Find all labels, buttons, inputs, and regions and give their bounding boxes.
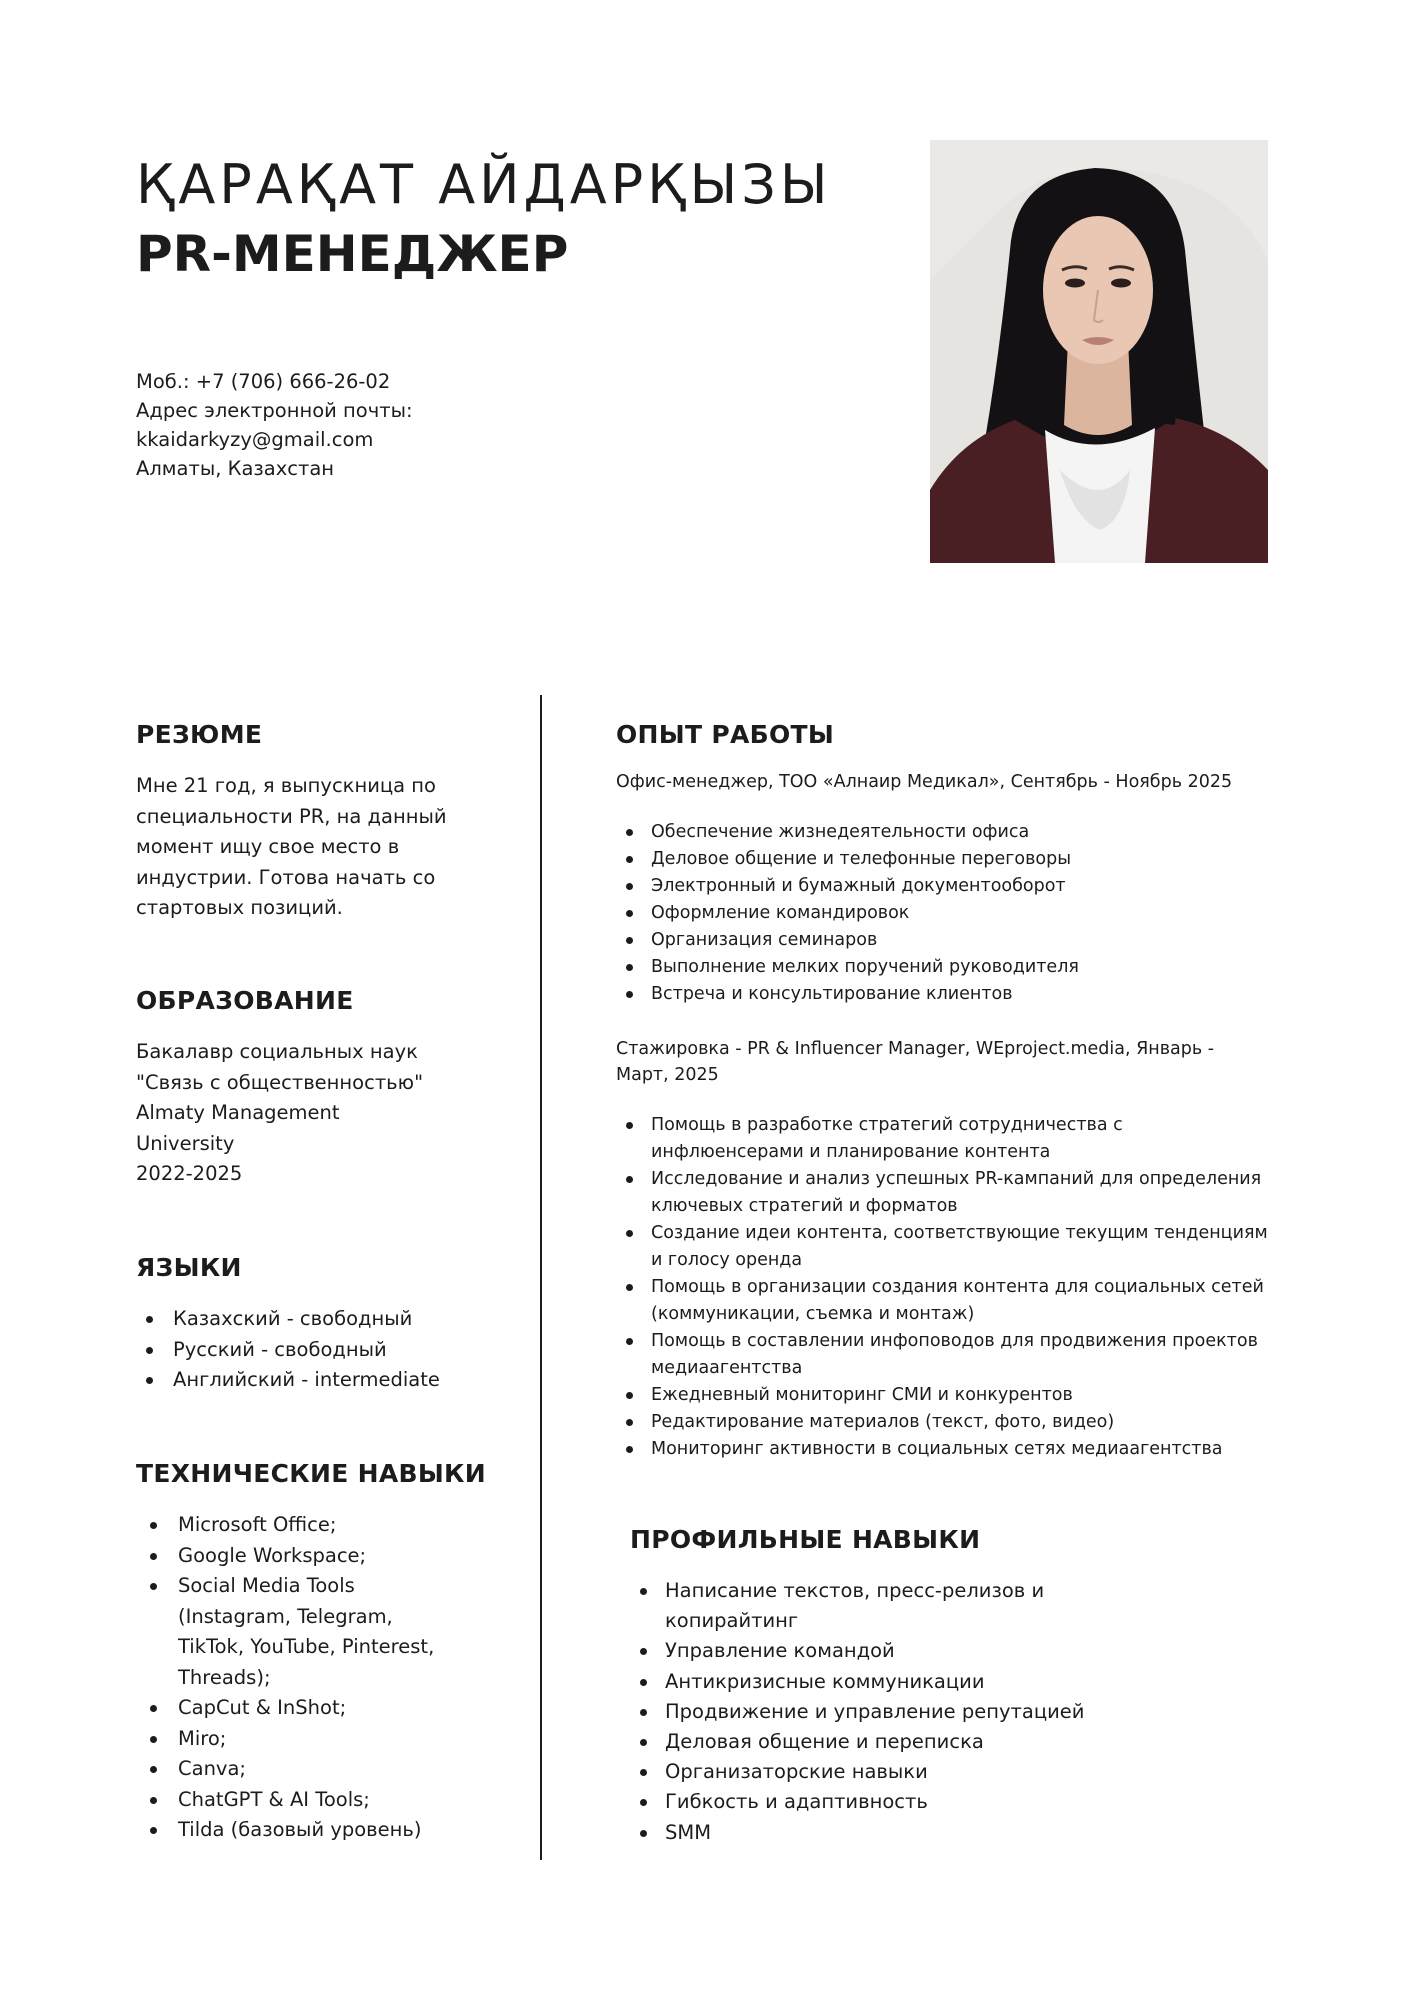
list-item bbox=[630, 1727, 1300, 1757]
summary-line: Мне 21 год, я выпускница по bbox=[136, 774, 436, 797]
list-item-line: Управление командой bbox=[665, 1639, 895, 1663]
list-item-line: Threads); bbox=[178, 1665, 271, 1689]
education-school: Almaty Management bbox=[136, 1101, 340, 1124]
profile-skills-heading: ПРОФИЛЬНЫЕ НАВЫКИ bbox=[630, 1525, 981, 1554]
list-item bbox=[136, 1571, 516, 1693]
profile-photo bbox=[930, 140, 1268, 563]
list-item-line: Создание идеи контента, соответствующие текущим тенденциям bbox=[651, 1223, 1268, 1243]
experience-section bbox=[616, 719, 1286, 1463]
list-item-line: Написание текстов, пресс-релизов и bbox=[665, 1579, 1045, 1602]
education-school: University bbox=[136, 1131, 235, 1155]
summary-section bbox=[136, 719, 516, 924]
list-item bbox=[616, 1328, 1286, 1382]
list-item-line: Редактирование материалов (текст, фото, видео) bbox=[651, 1412, 1115, 1432]
tech-skills-heading: ТЕХНИЧЕСКИЕ НАВЫКИ bbox=[136, 1459, 487, 1488]
summary-line: индустрии. Готова начать со bbox=[136, 865, 436, 889]
list-item-line: Гибкость и адаптивность bbox=[665, 1790, 928, 1814]
list-item-line: медиаагентства bbox=[651, 1358, 803, 1378]
list-item: Казахский - свободный bbox=[136, 1304, 516, 1335]
list-item bbox=[616, 1220, 1286, 1274]
list-item bbox=[616, 1166, 1286, 1220]
list-item bbox=[630, 1818, 1300, 1848]
list-item: Русский - свободный bbox=[136, 1335, 516, 1366]
list-item: Google Workspace; bbox=[136, 1541, 516, 1572]
email-label: Адрес электронной почты: bbox=[136, 399, 413, 422]
job-heading bbox=[616, 1036, 1286, 1088]
email-address: kkaidarkyzy@gmail.com bbox=[136, 428, 374, 451]
list-item bbox=[630, 1697, 1300, 1727]
list-item-line: (коммуникации, съемка и монтаж) bbox=[651, 1304, 975, 1324]
experience-heading: ОПЫТ РАБОТЫ bbox=[616, 720, 835, 749]
list-item: Выполнение мелких поручений руководителя bbox=[616, 954, 1286, 981]
portrait-illustration bbox=[930, 140, 1268, 563]
list-item: Английский - intermediate bbox=[136, 1365, 516, 1396]
languages-list bbox=[136, 1304, 516, 1396]
tech-skills-section bbox=[136, 1458, 516, 1846]
list-item-line: Деловая общение и переписка bbox=[665, 1730, 984, 1754]
summary-line: стартовых позиций. bbox=[136, 896, 343, 919]
list-item bbox=[630, 1576, 1300, 1636]
list-item-line: SMM bbox=[665, 1820, 712, 1844]
list-item-line: Исследование и анализ успешных PR-кампаний для определения bbox=[651, 1169, 1262, 1189]
education-section bbox=[136, 985, 516, 1190]
list-item: Microsoft Office; bbox=[136, 1510, 516, 1541]
contact-info bbox=[136, 367, 413, 483]
list-item-line: копирайтинг bbox=[665, 1609, 799, 1633]
list-item-line: (Instagram, Telegram, bbox=[178, 1604, 393, 1628]
job-title-line: Офис-менеджер, ТОО «Алнаир Медикал», Сентябрь - Ноябрь 2025 bbox=[616, 772, 1233, 792]
list-item: Canva; bbox=[136, 1754, 516, 1785]
tech-skills-list bbox=[136, 1510, 516, 1846]
list-item: Miro; bbox=[136, 1724, 516, 1755]
list-item-line: Ежедневный мониторинг СМИ и конкурентов bbox=[651, 1385, 1073, 1405]
list-item-line: Мониторинг активности в социальных сетях медиаагентства bbox=[651, 1439, 1223, 1459]
list-item-line: TikTok, YouTube, Pinterest, bbox=[178, 1635, 435, 1658]
list-item-line: Продвижение и управление репутацией bbox=[665, 1699, 1085, 1723]
list-item-line: ключевых стратегий и форматов bbox=[651, 1196, 958, 1216]
list-item-line: и голосу оренда bbox=[651, 1250, 803, 1270]
location: Алматы, Казахстан bbox=[136, 457, 335, 480]
list-item bbox=[616, 1436, 1286, 1463]
list-item-line: Антикризисные коммуникации bbox=[665, 1669, 985, 1693]
column-divider bbox=[540, 695, 542, 1860]
list-item-line: Организаторские навыки bbox=[665, 1760, 928, 1784]
list-item-line: Social Media Tools bbox=[178, 1574, 355, 1597]
job-duties-list bbox=[616, 1112, 1286, 1463]
list-item bbox=[630, 1636, 1300, 1666]
list-item: CapCut & InShot; bbox=[136, 1693, 516, 1724]
list-item bbox=[630, 1757, 1300, 1787]
list-item bbox=[616, 1409, 1286, 1436]
profile-skills-list bbox=[630, 1576, 1300, 1848]
list-item-line: инфлюенсерами и планирование контента bbox=[651, 1142, 1051, 1162]
list-item: Электронный и бумажный документооборот bbox=[616, 873, 1286, 900]
list-item bbox=[616, 1274, 1286, 1328]
education-degree: Бакалавр социальных наук bbox=[136, 1040, 418, 1063]
job-title-line: Март, 2025 bbox=[616, 1065, 719, 1085]
list-item: ChatGPT & AI Tools; bbox=[136, 1785, 516, 1816]
list-item bbox=[630, 1667, 1300, 1697]
job-duties-list bbox=[616, 819, 1286, 1008]
list-item bbox=[630, 1787, 1300, 1817]
summary-line: момент ищу свое место в bbox=[136, 835, 400, 858]
education-years: 2022-2025 bbox=[136, 1162, 243, 1185]
list-item: Обеспечение жизнедеятельности офиса bbox=[616, 819, 1286, 846]
list-item bbox=[616, 1382, 1286, 1409]
list-item-line: Помощь в разработке стратегий сотрудничества с bbox=[651, 1115, 1123, 1135]
list-item: Оформление командировок bbox=[616, 900, 1286, 927]
languages-heading: ЯЗЫКИ bbox=[136, 1253, 242, 1282]
job-heading bbox=[616, 769, 1286, 795]
candidate-name: ҚАРАҚАТ АЙДАРҚЫЗЫ bbox=[136, 153, 832, 216]
list-item: Деловое общение и телефонные переговоры bbox=[616, 846, 1286, 873]
education-heading: ОБРАЗОВАНИЕ bbox=[136, 986, 354, 1015]
job-title: PR-МЕНЕДЖЕР bbox=[136, 225, 569, 283]
job-title-line: Стажировка - PR & Influencer Manager, WEproject.media, Январь - bbox=[616, 1039, 1215, 1059]
list-item: Tilda (базовый уровень) bbox=[136, 1815, 516, 1846]
list-item-line: Помощь в организации создания контента для социальных сетей bbox=[651, 1277, 1264, 1297]
list-item: Встреча и консультирование клиентов bbox=[616, 981, 1286, 1008]
list-item bbox=[616, 1112, 1286, 1166]
phone-number: Моб.: +7 (706) 666-26-02 bbox=[136, 370, 391, 393]
education-major: "Связь с общественностью" bbox=[136, 1070, 424, 1094]
summary-line: специальности PR, на данный bbox=[136, 804, 447, 828]
list-item: Организация семинаров bbox=[616, 927, 1286, 954]
languages-section bbox=[136, 1252, 516, 1396]
summary-text bbox=[136, 771, 516, 924]
summary-heading: РЕЗЮМЕ bbox=[136, 720, 263, 749]
profile-skills-section bbox=[630, 1524, 1300, 1848]
education-text bbox=[136, 1037, 516, 1190]
list-item-line: Помощь в составлении инфоповодов для продвижения проектов bbox=[651, 1331, 1258, 1351]
